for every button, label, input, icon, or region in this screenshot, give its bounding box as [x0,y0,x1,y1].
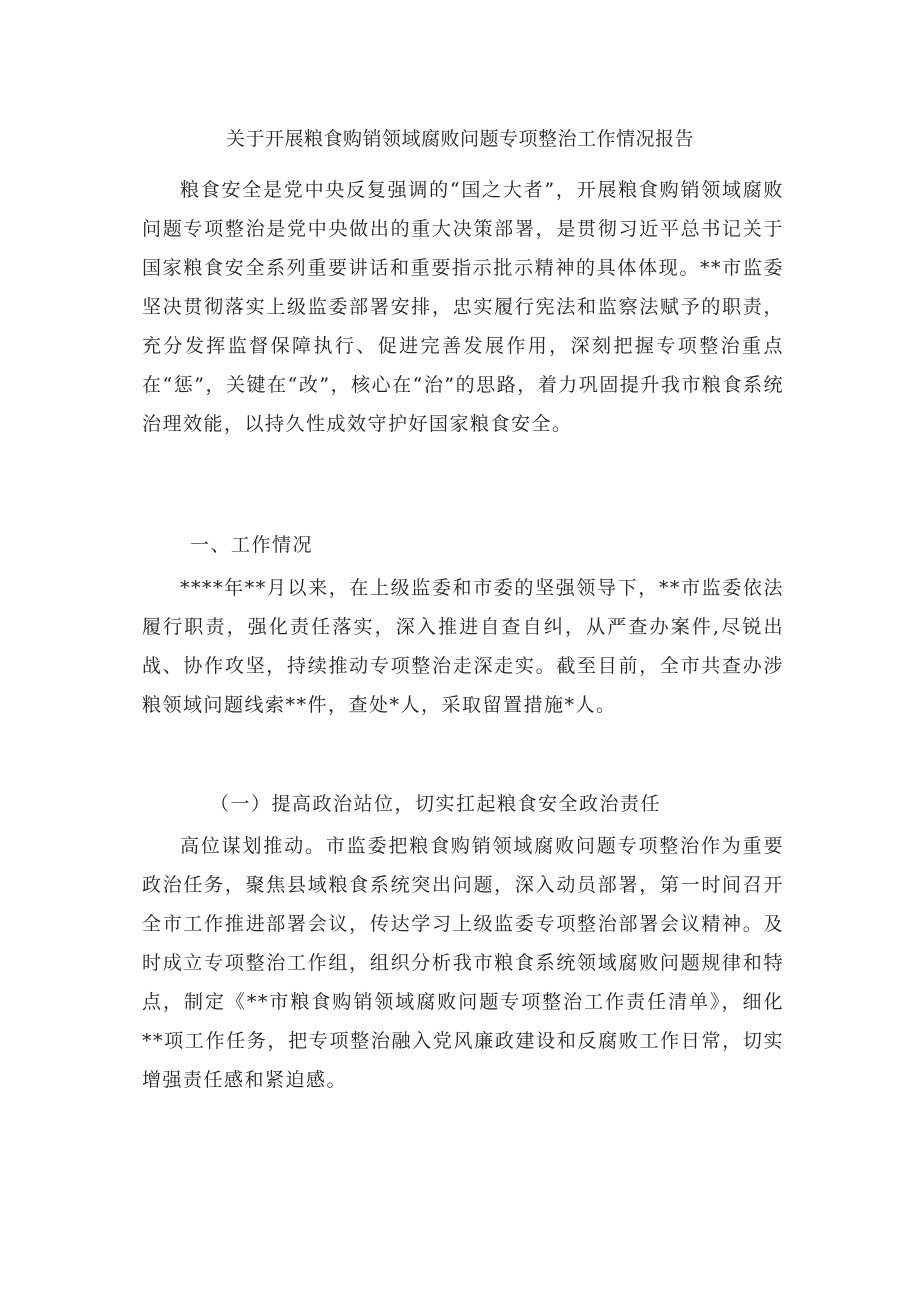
subsection-heading-political-stance: （一）提高政治站位，切实扛起粮食安全政治责任 [210,793,662,815]
political-stance-paragraph: 高位谋划推动。市监委把粮食购销领域腐败问题专项整治作为重要政治任务，聚焦县域粮食系统突出问题，深入动员部署，第一时间召开全市工作推进部署会议，传达学习上级监委专项整治部署会议精神。及时成立专项整治工作组，组织分析我市粮食系统领域腐败问题规律和特点，制定《**市粮食购销领域腐败问题专项整治工作责任清单》，细化**项工作任务，把专项整治融入党风廉政建设和反腐败工作日常，切实增强责任感和紧迫感。 [142,835,784,1091]
section-heading-work-status: 一、工作情况 [190,534,314,556]
work-status-paragraph: ****年**月以来，在上级监委和市委的坚强领导下，**市监委依法履行职责，强化责任落实，深入推进自查自纠，从严查办案件,尽锐出战、协作攻坚，持续推动专项整治走深走实。截至目前，全市共查办涉粮领域问题线索**件，查处*人，采取留置措施*人。 [142,577,784,716]
document-title: 关于开展粮食购销领域腐败问题专项整治工作情况报告 [225,128,694,150]
intro-paragraph: 粮食安全是党中央反复强调的“国之大者”，开展粮食购销领域腐败问题专项整治是党中央做出的重大决策部署，是贯彻习近平总书记关于国家粮食安全系列重要讲话和重要指示批示精神的具体体现。**市监委坚决贯彻落实上级监委部署安排，忠实履行宪法和监察法赋予的职责，充分发挥监督保障执行、促进完善发展作用，深刻把握专项整治重点在“惩”，关键在“改”，核心在“治”的思路，着力巩固提升我市粮食系统治理效能，以持久性成效守护好国家粮食安全。 [142,179,784,435]
